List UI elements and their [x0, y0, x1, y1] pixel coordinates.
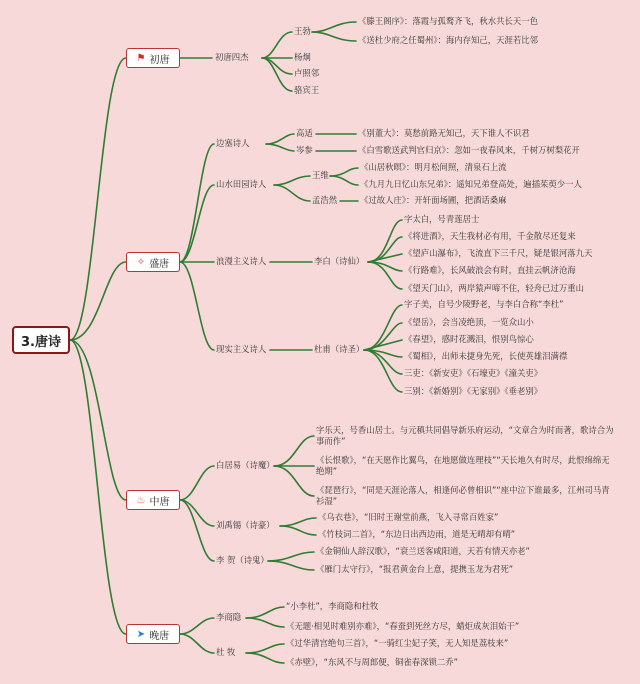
group-label: 现实主义诗人: [216, 344, 267, 354]
work-line: 《雁门太守行》，“报君黄金台上意，提携玉龙为君死”: [316, 564, 514, 574]
poet-name: 杜甫（诗圣）: [314, 344, 365, 354]
work-line: 《望岳》，会当凌绝顶，一览众山小: [404, 317, 534, 327]
poet-name: 杜 牧: [216, 647, 236, 657]
era-label: 晚唐: [149, 630, 170, 642]
group-label: 初唐四杰: [215, 52, 249, 62]
work-line: 字子美，自号少陵野老，与李白合称“李杜”: [404, 299, 564, 309]
poet-name: 王勃: [294, 26, 311, 36]
flame-icon: ♨: [136, 494, 146, 506]
era-label: 中唐: [149, 496, 170, 508]
poet-name: 白居易（诗魔）: [216, 460, 275, 470]
work-line: 《送杜少府之任蜀州》：海内存知己，天涯若比邻: [358, 35, 539, 45]
root-label: 3.唐诗: [21, 334, 61, 350]
root-node: [12, 326, 70, 354]
sparkle-icon: ✧: [136, 256, 146, 268]
work-line: 三吏：《新安吏》《石壕吏》《潼关吏》: [404, 368, 543, 378]
flag-icon: ⚑: [136, 52, 146, 64]
work-line: 《滕王阁序》：落霞与孤鹜齐飞，秋水共长天一色: [358, 16, 539, 26]
work-line: 《竹枝词二首》，“东边日出西边雨，道是无晴却有晴”: [318, 529, 516, 539]
work-line: 《琵琶行》，“同是天涯沦落人，相逢何必曾相识”“座中泣下谁最多，江州司马青衫湿”: [316, 485, 610, 506]
work-line: 《别董大》：莫愁前路无知己，天下谁人不识君: [358, 128, 530, 138]
poet-name: 孟浩然: [312, 195, 338, 205]
era-node-zhong: [126, 490, 180, 510]
work-line: 《望天门山》，两岸猿声啼不住，轻舟已过万重山: [404, 283, 585, 293]
era-node-chu: [126, 48, 180, 68]
work-line: 《长恨歌》，“在天愿作比翼鸟，在地愿做连理枝”“天长地久有时尽，此恨绵绵无绝期”: [316, 455, 610, 476]
work-line: 《乌衣巷》，“旧时王谢堂前燕，飞入寻常百姓家”: [318, 512, 499, 522]
work-line: 三别：《新婚别》《无家别》《垂老别》: [404, 386, 543, 396]
poet-name: 卢照邻: [294, 68, 320, 78]
poet-name: 高适: [296, 128, 313, 138]
work-line: 字太白，号青莲居士: [404, 214, 480, 224]
group-label: 浪漫主义诗人: [216, 256, 267, 266]
work-line: 《蜀相》，出师未捷身先死，长使英雄泪满襟: [404, 351, 568, 361]
work-line: 《春望》，感时花溅泪，恨别鸟惊心: [404, 334, 534, 344]
poet-name: 李白（诗仙）: [314, 256, 365, 266]
work-line: 字乐天，号香山居士。与元稹共同倡导新乐府运动，“文章合为时而著，歌诗合为事而作”: [316, 425, 614, 446]
era-node-wan: [126, 624, 180, 644]
era-label: 初唐: [149, 54, 170, 66]
work-line: 《九月九日忆山东兄弟》：遥知兄弟登高处，遍插茱萸少一人: [360, 179, 582, 189]
work-line: 《赤壁》，“东风不与周郎便，铜雀春深锁二乔”: [286, 657, 458, 667]
poet-name: 刘禹锡（诗豪）: [216, 520, 275, 530]
work-line: 《将进酒》，天生我材必有用，千金散尽还复来: [404, 231, 576, 241]
group-label: 边塞诗人: [216, 138, 250, 148]
era-label: 盛唐: [149, 258, 170, 270]
work-line: 《山居秋暝》：明月松间照，清泉石上流: [360, 162, 507, 172]
paper-plane-icon: ➤: [136, 628, 146, 640]
work-line: 《金铜仙人辞汉歌》，“衰兰送客咸阳道，天若有情天亦老”: [316, 546, 530, 556]
poet-name: 岑参: [296, 145, 313, 155]
poet-name: 骆宾王: [294, 85, 320, 95]
work-line: 《白雪歌送武判官归京》：忽如一夜春风来，千树万树梨花开: [358, 145, 580, 155]
poet-name: 李商隐: [216, 612, 242, 622]
work-line: 《无题·相见时难别亦难》，“春蚕到死丝方尽，蜡炬成灰泪始干”: [286, 621, 520, 631]
work-line: 《过故人庄》：开轩面场圃，把酒话桑麻: [360, 195, 507, 205]
group-label: 山水田园诗人: [216, 179, 267, 189]
era-node-sheng: [126, 252, 180, 272]
work-line: 《过华清宫绝句三首》，“一骑红尘妃子笑，无人知是荔枝来”: [286, 638, 509, 648]
work-line: “小李杜”，李商隐和杜牧: [286, 601, 379, 611]
poet-name: 李 贺（诗鬼）: [216, 555, 269, 565]
poet-name: 杨炯: [294, 52, 311, 62]
work-line: 《望庐山瀑布》，飞流直下三千尺，疑是银河落九天: [404, 248, 593, 258]
poet-name: 王维: [312, 170, 329, 180]
work-line: 《行路难》，长风破浪会有时，直挂云帆济沧海: [404, 265, 576, 275]
